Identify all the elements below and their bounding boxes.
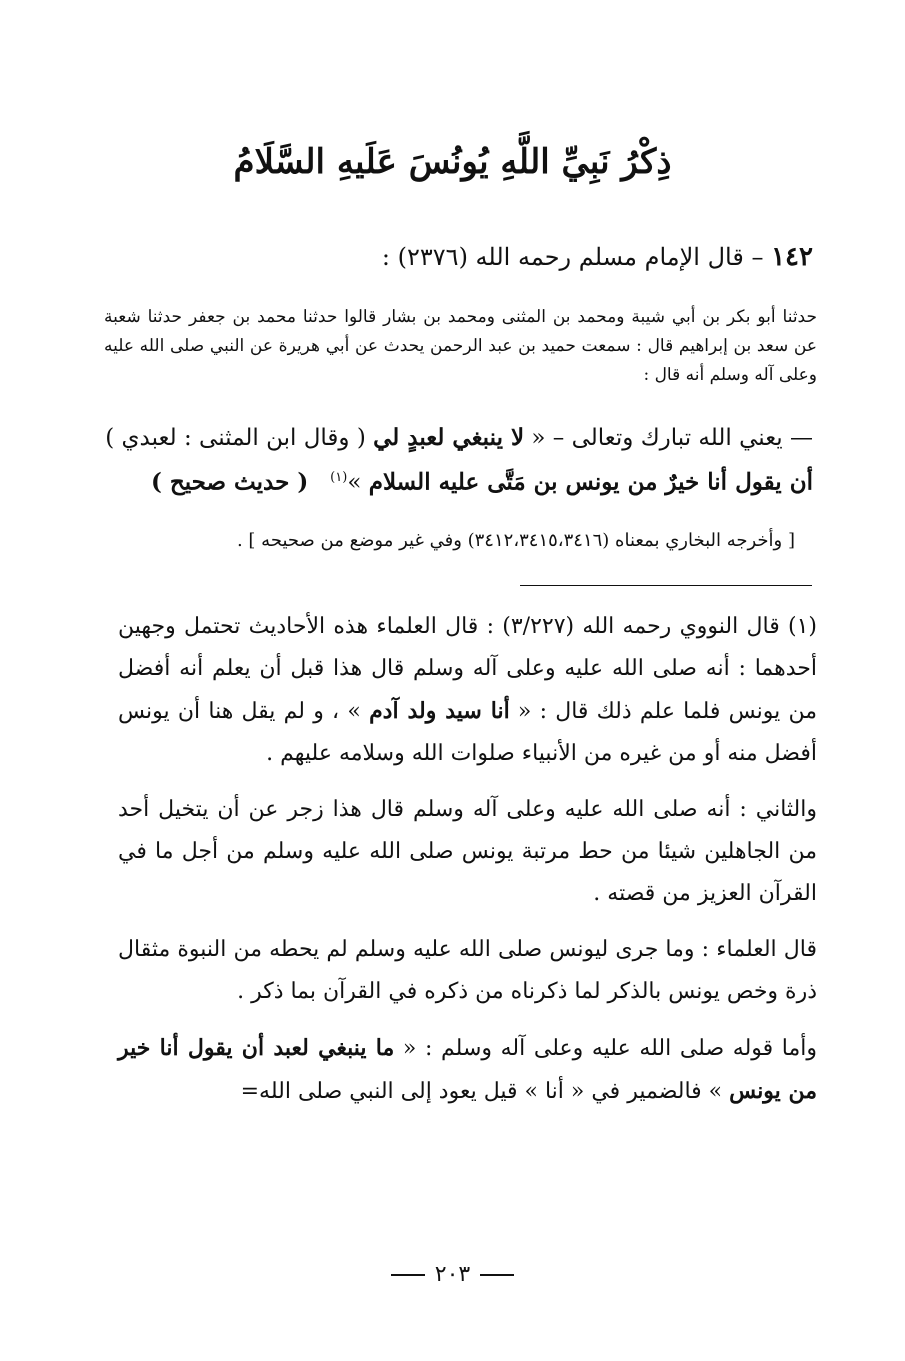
hadith-text <box>100 418 813 503</box>
footnote-divider <box>520 585 812 586</box>
matn-prefix: — يعني الله تبارك وتعالى – « <box>524 425 813 451</box>
footnote-quote: أنا سيد ولد آدم <box>369 698 510 724</box>
hadith-grade: ( حديث صحيح ) <box>151 468 309 496</box>
footnote-text: » فالضمير في « أنا » قيل يعود إلى النبي صلى الله= <box>240 1079 730 1104</box>
chapter-title: ذِكْرُ نَبِيِّ اللَّهِ يُونُسَ عَلَيهِ السَّلَامُ <box>233 142 672 182</box>
matn-bold-1: لا ينبغي لعبدٍ لي <box>373 424 525 451</box>
footnote-text: (١) قال النووي رحمه الله (٣/٢٢٧) : قال العلماء هذه الأحاديث تحتمل وجهين أحدهما : أنه صلى الله عليه وعلى آله وسلم قال هذا قبل أن يعلم أنه أفضل من يونس فلما علم ذلك قال : « <box>118 614 818 724</box>
matn-bold-2: أن يقول أنا خيرٌ من يونس بن مَتَّى عليه السلام <box>368 468 813 496</box>
footnote-paragraph-1 <box>118 606 817 775</box>
hadith-heading <box>140 240 813 274</box>
footnote-ref: (١) <box>330 470 348 485</box>
footnote-paragraph-4 <box>118 1027 817 1113</box>
footnote-paragraph-3: قال العلماء : وما جرى ليونس صلى الله عليه وسلم لم يحطه من النبوة مثقال ذرة وخص يونس بالذكر لما ذكرناه من ذكره في القرآن بما ذكر . <box>118 937 817 1004</box>
hadith-number: ١٤٢ <box>771 242 813 272</box>
footer-dash <box>480 1274 514 1276</box>
footnotes <box>118 606 817 1127</box>
footnote-text: » ، و لم يقل هنا أن يونس أفضل منه أو من غيره من الأنبياء صلوات الله وسلامه عليهم . <box>118 699 817 766</box>
footnote-paragraph-2: والثاني : أنه صلى الله عليه وعلى آله وسلم قال هذا زجر عن أن يتخيل أحد من الجاهلين شيئا من حط مرتبة يونس صلى الله عليه وسلم من أجل ما في القرآن العزيز من قصته . <box>118 797 817 906</box>
page-footer <box>0 1262 905 1287</box>
footer-dash <box>391 1274 425 1276</box>
takhrij-note: [ وأخرجه البخاري بمعناه (٣٤١٢،٣٤١٥،٣٤١٦) وفي غير موضع من صحيحه ] . <box>236 530 795 551</box>
hadith-chain: حدثنا أبو بكر بن أبي شيبة ومحمد بن المثنى ومحمد بن بشار قالوا حدثنا محمد بن جعفر حدثنا شعبة عن سعد بن إبراهيم قال : سمعت حميد بن عبد الرحمن يحدث عن أبي هريرة عن النبي صلى الله عليه وعلى آله وسلم أنه قال : <box>104 307 817 385</box>
page-number: ٢٠٣ <box>434 1262 471 1287</box>
hadith-intro: – قال الإمام مسلم رحمه الله (٢٣٧٦) : <box>381 243 764 271</box>
footnote-text: وأما قوله صلى الله عليه وعلى آله وسلم : « <box>394 1036 817 1061</box>
matn-middle: ( وقال ابن المثنى : لعبدي ) <box>105 425 374 451</box>
footnote-quote: ما ينبغي لعبد أن يقول أنا خير من يونس <box>118 1035 817 1104</box>
matn-close: » <box>347 469 369 496</box>
